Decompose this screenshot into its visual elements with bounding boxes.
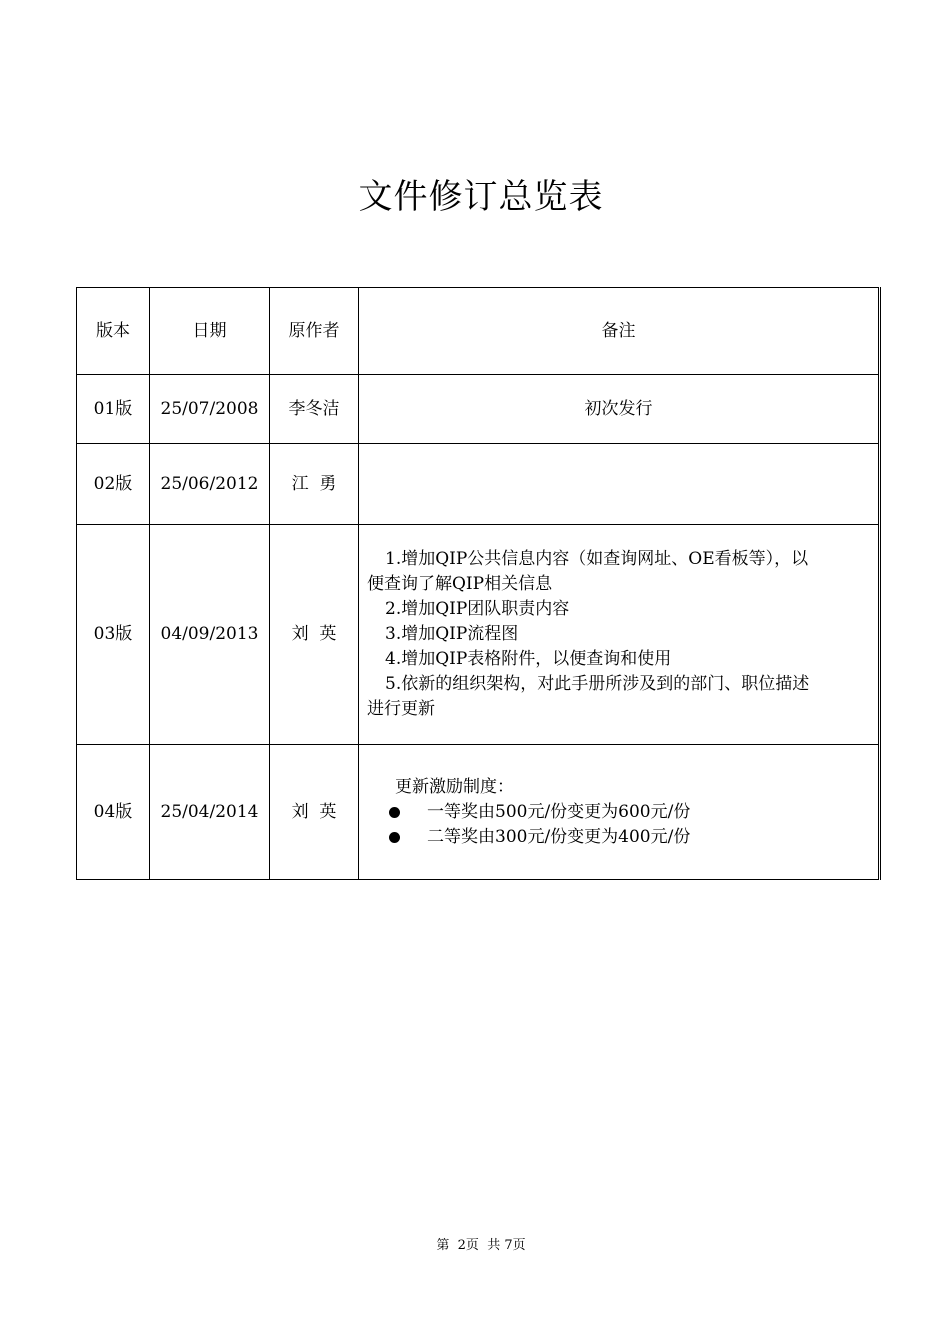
note-line: 4.增加QIP表格附件，以便查询和使用 [385, 649, 672, 669]
cell-version: 04版 [77, 745, 150, 880]
note-line: 进行更新 [367, 699, 435, 719]
cell-version: 02版 [77, 444, 150, 525]
header-notes: 备注 [359, 288, 880, 375]
cell-version: 01版 [77, 375, 150, 444]
page-footer: 第 2页 共 7页 [436, 1238, 526, 1253]
table-row [77, 525, 880, 745]
cell-notes: 初次发行 [359, 375, 880, 444]
cell-author: 刘 英 [270, 745, 359, 880]
bullet-icon [389, 832, 400, 843]
table-row [77, 444, 880, 525]
cell-date: 04/09/2013 [150, 525, 270, 745]
note-heading: 更新激励制度： [395, 776, 514, 797]
cell-date: 25/04/2014 [150, 745, 270, 880]
list-item [367, 800, 870, 825]
note-line: 2.增加QIP团队职责内容 [385, 599, 570, 619]
cell-notes [359, 444, 880, 525]
table-row [77, 745, 880, 880]
cell-notes [359, 745, 880, 880]
cell-notes [359, 525, 880, 745]
note-line: 3.增加QIP流程图 [385, 624, 519, 644]
cell-date: 25/07/2008 [150, 375, 270, 444]
header-version: 版本 [77, 288, 150, 375]
note-line: 便查询了解QIP相关信息 [367, 574, 553, 594]
cell-author: 李冬洁 [270, 375, 359, 444]
cell-date: 25/06/2012 [150, 444, 270, 525]
note-bullet-list [367, 800, 870, 850]
table-row [77, 375, 880, 444]
header-date: 日期 [150, 288, 270, 375]
note-line: 5.依新的组织架构，对此手册所涉及到的部门、职位描述 [385, 674, 810, 694]
bullet-text: 二等奖由300元/份变更为400元/份 [427, 826, 691, 847]
cell-author: 江 勇 [270, 444, 359, 525]
list-item [367, 825, 870, 850]
header-author: 原作者 [270, 288, 359, 375]
note-line: 1.增加QIP公共信息内容（如查询网址、OE看板等），以 [385, 549, 809, 569]
cell-author: 刘 英 [270, 525, 359, 745]
revision-table [76, 287, 881, 880]
page-title: 文件修订总览表 [358, 177, 604, 217]
table-header-row [77, 288, 880, 375]
cell-version: 03版 [77, 525, 150, 745]
bullet-text: 一等奖由500元/份变更为600元/份 [427, 801, 691, 822]
bullet-icon [389, 807, 400, 818]
